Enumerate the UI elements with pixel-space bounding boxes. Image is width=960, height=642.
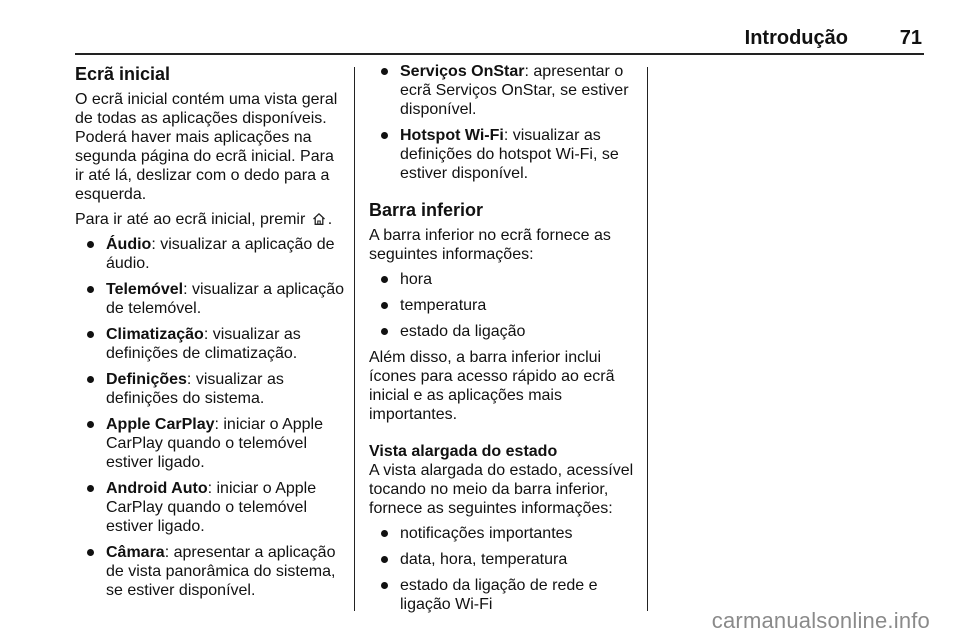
right-column [369, 62, 637, 621]
bullet-icon [87, 549, 94, 556]
bullet-icon [381, 302, 388, 309]
item-text: estado da ligação [400, 323, 526, 340]
bullet-icon [87, 485, 94, 492]
item-term: Apple CarPlay [106, 416, 215, 433]
item-desc: : iniciar o Apple CarPlay quando o telemóvel estiver ligado. [106, 480, 317, 535]
bullet-icon [381, 328, 388, 335]
left-column [75, 62, 347, 607]
list-item [369, 270, 637, 289]
home-screen-intro: O ecrã inicial contém uma vista geral de todas as aplicações disponíveis. Poderá haver mais aplicações na segunda página do ecrã inicial. Para ir até lá, deslizar com o dedo para a esquerda. [75, 91, 338, 203]
list-item [75, 325, 347, 363]
bullet-icon [381, 556, 388, 563]
item-term: Definições [106, 371, 187, 388]
list-item [75, 543, 347, 600]
item-desc: : apresentar o ecrã Serviços OnStar, se estiver disponível. [400, 63, 629, 118]
item-term: Serviços OnStar [400, 63, 525, 80]
item-desc: : visualizar as definições de climatização. [106, 326, 301, 362]
list-item [75, 370, 347, 408]
item-desc: : iniciar o Apple CarPlay quando o telemóvel estiver ligado. [106, 416, 323, 471]
item-desc: : visualizar as definições do hotspot Wi-Fi, se estiver disponível. [400, 127, 619, 182]
more-apps-list [369, 62, 637, 183]
column-divider-right [647, 67, 648, 611]
extended-status-heading: Vista alargada do estado [369, 443, 558, 460]
bullet-icon [381, 132, 388, 139]
bullet-icon [381, 530, 388, 537]
list-item [369, 576, 637, 614]
item-term: Áudio [106, 236, 152, 253]
item-text: temperatura [400, 297, 487, 314]
list-item [369, 62, 637, 119]
item-text: estado da ligação de rede e ligação Wi-Fi [400, 577, 598, 613]
page-number: 71 [899, 27, 922, 49]
item-term: Hotspot Wi-Fi [400, 127, 504, 144]
list-item [75, 479, 347, 536]
extended-status-list [369, 524, 637, 614]
bullet-icon [381, 68, 388, 75]
item-desc: : visualizar a aplicação de telemóvel. [106, 281, 345, 317]
item-term: Android Auto [106, 480, 208, 497]
item-term: Câmara [106, 544, 165, 561]
bullet-icon [87, 241, 94, 248]
home-instruction-text: Para ir até ao ecrã inicial, premir [75, 211, 306, 228]
list-item [369, 322, 637, 341]
extended-status-intro: A vista alargada do estado, acessível tocando no meio da barra inferior, fornece as seguintes informações: [369, 462, 634, 517]
item-text: data, hora, temperatura [400, 551, 568, 568]
item-term: Climatização [106, 326, 204, 343]
item-text: hora [400, 271, 433, 288]
list-item [75, 280, 347, 318]
bottom-bar-heading: Barra inferior [369, 200, 484, 220]
bottom-bar-intro: A barra inferior no ecrã fornece as seguintes informações: [369, 227, 611, 263]
home-screen-heading: Ecrã inicial [75, 64, 171, 84]
bullet-icon [381, 276, 388, 283]
list-item [369, 524, 637, 543]
item-desc: : visualizar a aplicação de áudio. [106, 236, 335, 272]
home-icon [312, 212, 326, 226]
list-item [75, 415, 347, 472]
list-item [75, 235, 347, 273]
bullet-icon [87, 286, 94, 293]
bottom-bar-list [369, 270, 637, 341]
home-screen-instruction [75, 210, 347, 229]
item-term: Telemóvel [106, 281, 184, 298]
home-instruction-end: . [327, 211, 333, 228]
bullet-icon [87, 376, 94, 383]
item-desc: : visualizar as definições do sistema. [106, 371, 284, 407]
watermark: carmanualsonline.info [711, 608, 930, 633]
home-apps-list [75, 235, 347, 600]
column-divider-left [354, 67, 355, 611]
bullet-icon [87, 421, 94, 428]
section-title: Introdução [744, 27, 848, 49]
list-item [369, 126, 637, 183]
list-item [369, 296, 637, 315]
item-text: notificações importantes [400, 525, 573, 542]
bullet-icon [87, 331, 94, 338]
header-rule [75, 53, 924, 55]
bottom-bar-outro: Além disso, a barra inferior inclui ícones para acesso rápido ao ecrã inicial e as aplicações mais importantes. [369, 349, 615, 423]
list-item [369, 550, 637, 569]
item-desc: : apresentar a aplicação de vista panorâmica do sistema, se estiver disponível. [106, 544, 336, 599]
bullet-icon [381, 582, 388, 589]
